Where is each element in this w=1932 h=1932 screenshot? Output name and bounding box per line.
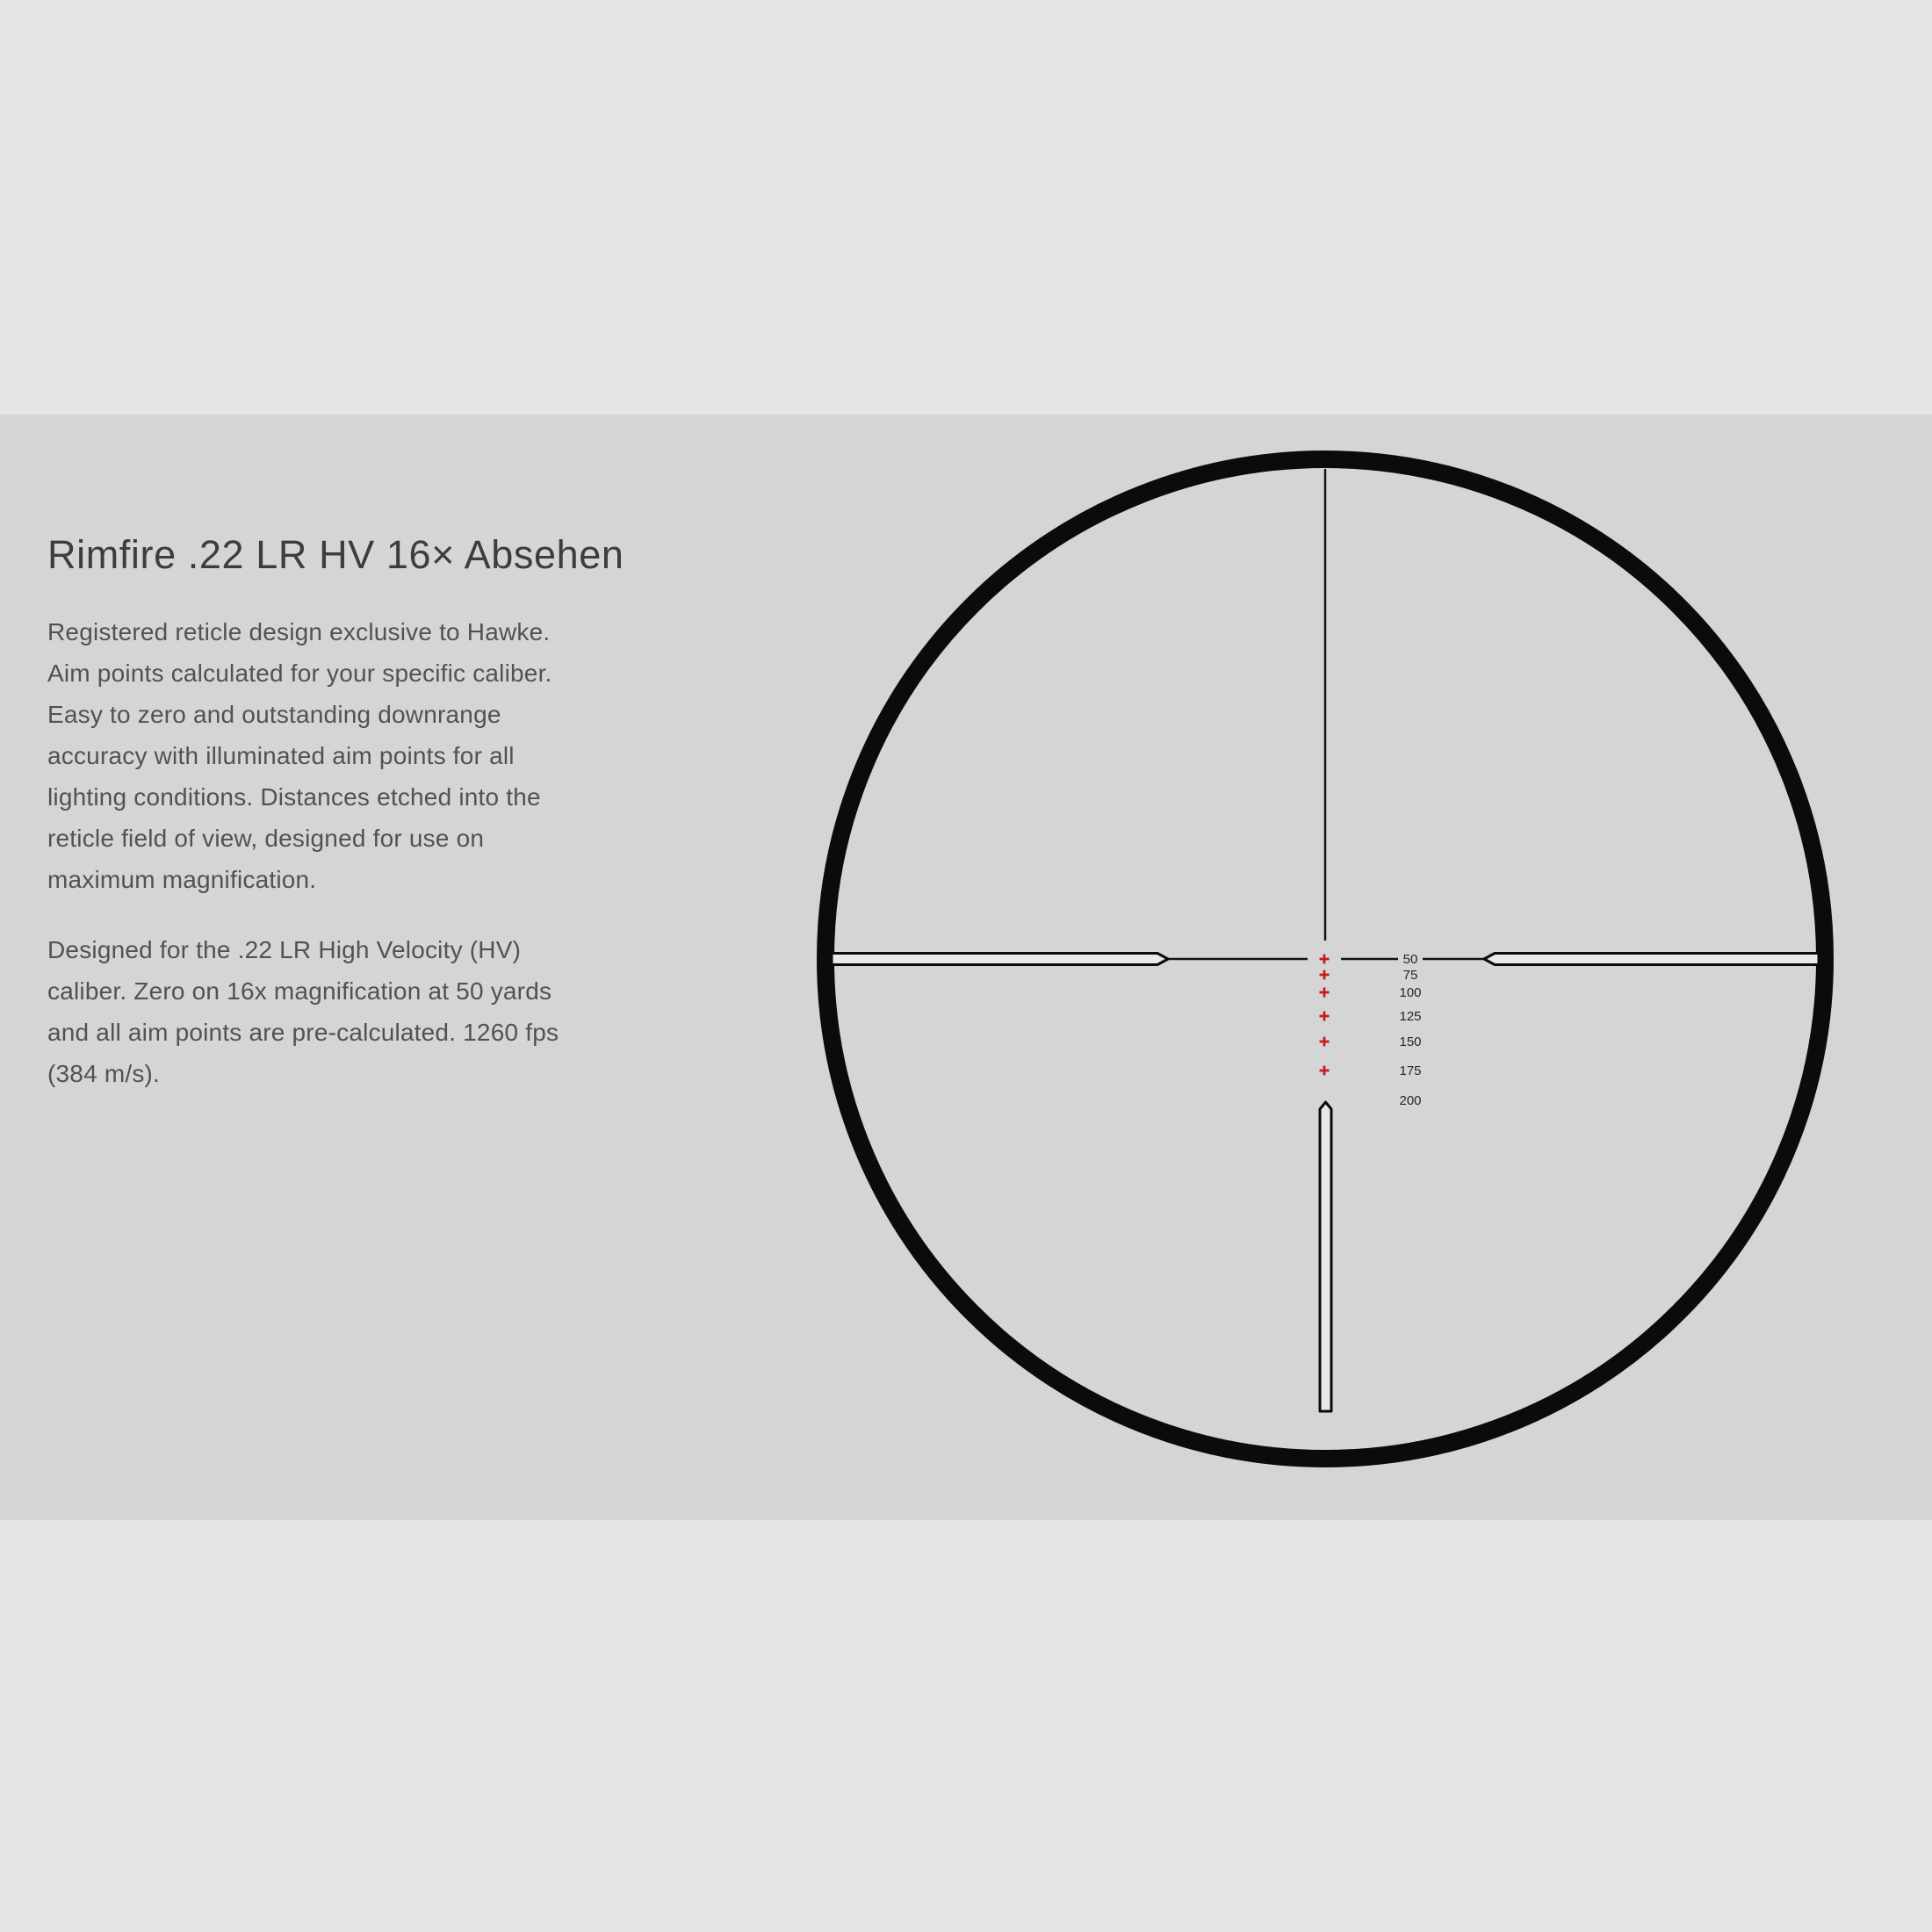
distance-label-150: 150 xyxy=(1399,1034,1422,1050)
distance-label-75: 75 xyxy=(1402,968,1418,984)
distance-label-125: 125 xyxy=(1399,1009,1422,1025)
text-column xyxy=(47,532,624,1123)
description-paragraph-1: Registered reticle design exclusive to Hawke. Aim points calculated for your specific caliber. Easy to zero and outstanding downrange accuracy with illuminated aim points for all lighting conditions. Distances etched into the reticle field of view, designed for use on maximum magnification. xyxy=(47,618,552,893)
distance-label-200: 200 xyxy=(1399,1093,1422,1109)
distance-label-50: 50 xyxy=(1402,952,1418,968)
page-title: Rimfire .22 LR HV 16× Absehen xyxy=(47,532,624,577)
description-paragraph-2: Designed for the .22 LR High Velocity (HV) caliber. Zero on 16x magnification at 50 yards and all aim points are pre-calculated. 1260 fps (384 m/s). xyxy=(47,936,559,1087)
distance-label-175: 175 xyxy=(1399,1063,1422,1079)
distance-label-100: 100 xyxy=(1399,985,1422,1001)
